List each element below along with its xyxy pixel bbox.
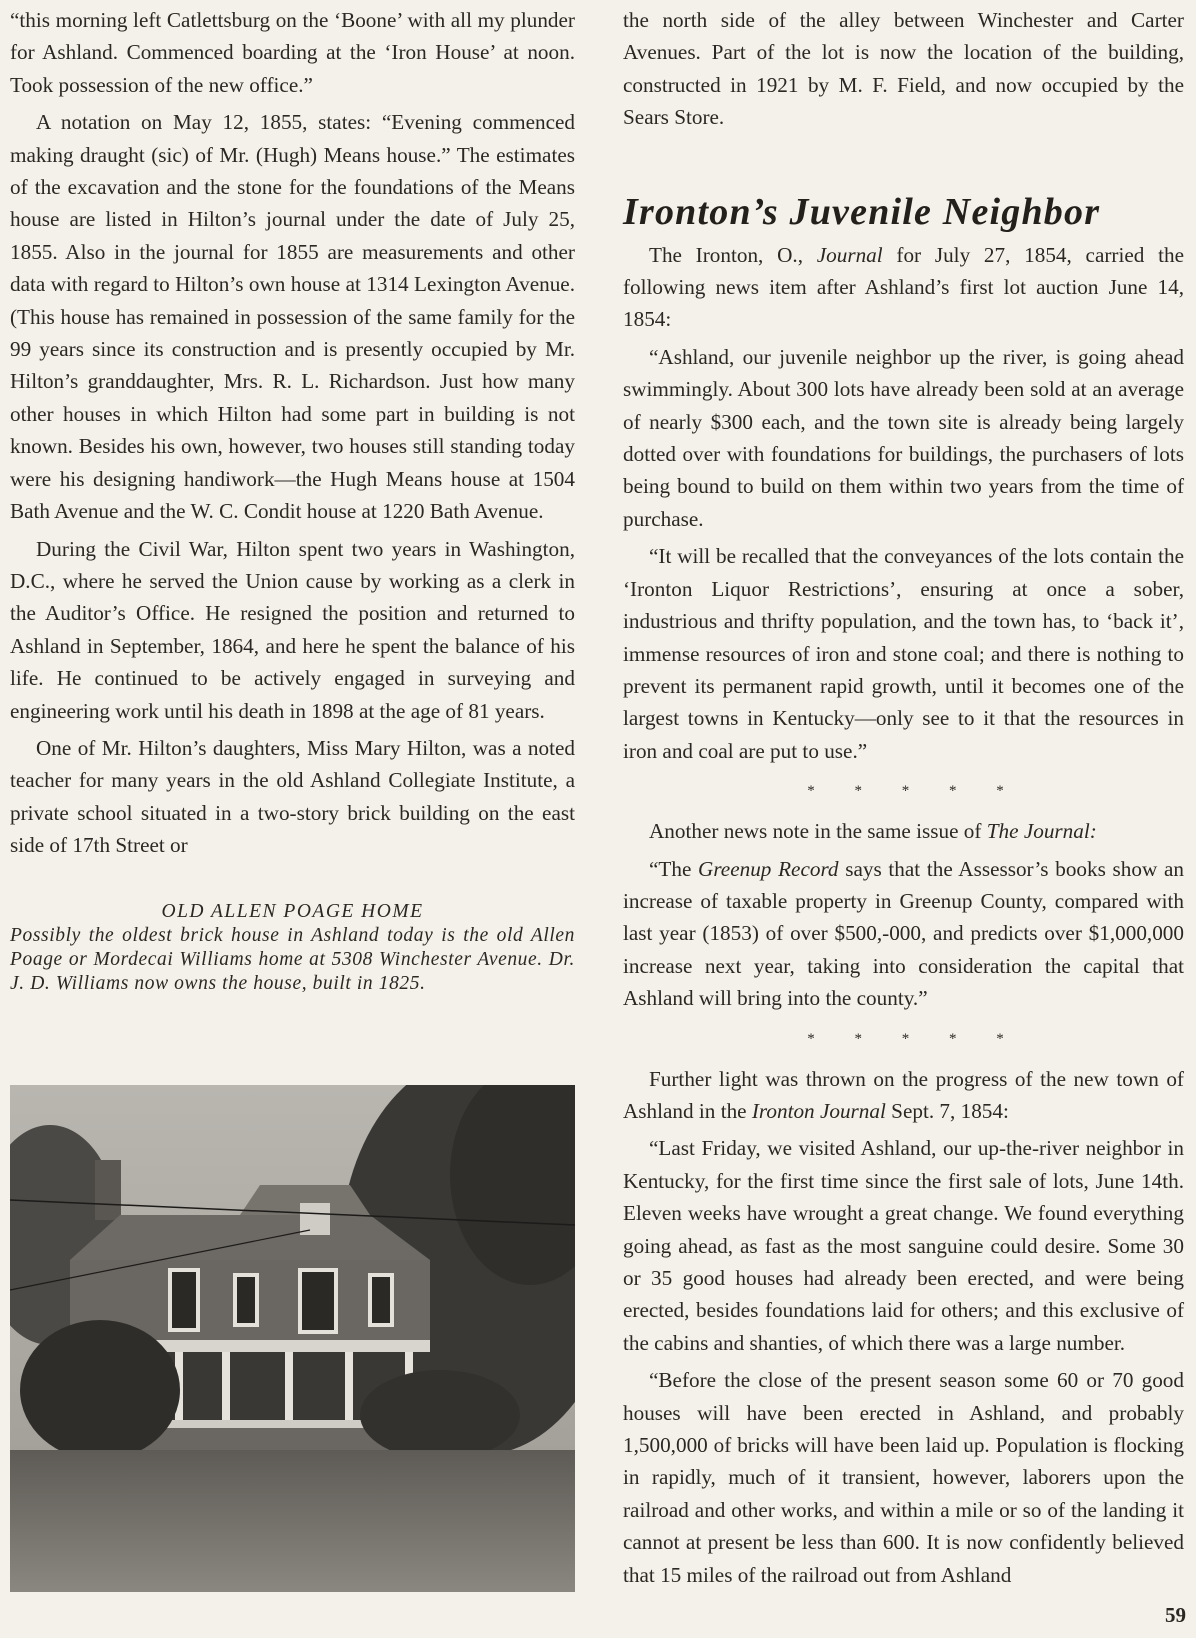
house-photo [10, 1085, 575, 1592]
paragraph: The Ironton, O., Journal for July 27, 1854, carried the following news item after Ashland’s first lot auction June 14, 1854: [623, 242, 1184, 332]
paragraph: One of Mr. Hilton’s daughters, Miss Mary Hilton, was a noted teacher for many years in the old Ashland Collegiate Institute, a private school situated in a two-story brick building on the east side of 17th Street or [10, 735, 575, 858]
photo-caption [10, 900, 575, 996]
quote-paragraph: “Ashland, our juvenile neighbor up the river, is going ahead swimmingly. About 300 lots have already been sold at an average of nearly $300 each, and the town site is already being largely dotted over with foundations for buildings, the purchasers of lots being bound to build on them within two years from the time of purchase. [623, 344, 1184, 531]
page-number: 59 [1165, 1603, 1186, 1627]
caption-title: OLD ALLEN POAGE HOME [161, 900, 424, 922]
paragraph: “this morning left Catlettsburg on the ‘Boone’ with all my plunder for Ashland. Commenced boarding at the ‘Iron House’ at noon. Took possession of the new office.” [10, 8, 575, 97]
separator: * * * * * [807, 783, 1022, 800]
paragraph: A notation on May 12, 1855, states: “Evening commenced making draught (sic) of Mr. (Hugh) Means house.” The estimates of the excavation and the stone for the foundations of the Means house are listed in Hilton’s journal under the date of July 25, 1855. Also in the journal for 1855 are measurements and other data with regard to Hilton’s own house at 1314 Lexington Avenue. (This house has remained in possession of the same family for the 99 years since its construction and is presently occupied by Mr. Hilton’s granddaughter, Mrs. R. L. Richardson. Just how many other houses in which Hilton had some part in building is not known. Besides his own, however, two houses still standing today were his designing handiwork—the Hugh Means house at 1504 Bath Avenue and the W. C. Condit house at 1220 Bath Avenue. [10, 110, 575, 524]
paragraph: the north side of the alley between Winchester and Carter Avenues. Part of the lot is now the location of the building, constructed in 1921 by M. F. Field, and now occupied by the Sears Store. [623, 8, 1184, 130]
paragraph: Another news note in the same issue of The Journal: [649, 819, 1097, 844]
quote-paragraph: “Last Friday, we visited Ashland, our up-the-river neighbor in Kentucky, for the first time since the first sale of lots, June 14th. Eleven weeks have wrought a great change. We found everything going ahead, as fast as the most sanguine could desire. Some 30 or 35 good houses had already been erected, and were being erected, besides foundations laid for others; and this exclusive of the cabins and shanties, of which there was a large number. [623, 1136, 1184, 1355]
house-photo-image [10, 1085, 575, 1592]
paragraph: During the Civil War, Hilton spent two years in Washington, D.C., where he served the Union cause by working as a clerk in the Auditor’s Office. He resigned the position and returned to Ashland in September, 1864, and here he spent the balance of his life. He continued to be actively engaged in surveying and engineering work until his death in 1898 at the age of 81 years. [10, 536, 575, 723]
paragraph: Further light was thrown on the progress of the new town of Ashland in the Ironton Journal Sept. 7, 1854: [623, 1066, 1184, 1123]
quote-paragraph: “The Greenup Record says that the Assessor’s books show an increase of taxable property in Greenup County, compared with last year (1853) of over $500,-000, and predicts over $1,000,000 increase next year, taking into consideration the capital that Ashland will bring into the county.” [623, 856, 1184, 1011]
caption-text: Possibly the oldest brick house in Ashland today is the old Allen Poage or Mordecai Williams home at 5308 Winchester Avenue. Dr. J. D. Williams now owns the house, built in 1825. [10, 924, 575, 994]
quote-paragraph: “Before the close of the present season some 60 or 70 good houses will have been erected in Ashland, and probably 1,500,000 of bricks will have been laid up. Population is flocking in rapidly, much of it transient, however, laborers upon the railroad and other works, and within a mile or so of the landing it cannot at present be less than 600. It is now confidently believed that 15 miles of the railroad out from Ashland [623, 1368, 1184, 1587]
separator: * * * * * [807, 1030, 1022, 1047]
right-column [623, 4, 1184, 1591]
left-column [10, 4, 575, 996]
section-heading: Ironton’s Juvenile Neighbor [623, 190, 1101, 233]
quote-paragraph: “It will be recalled that the conveyances of the lots contain the ‘Ironton Liquor Restrictions’, ensuring at once a sober, industrious and thrifty population, and the town has, to ‘back it’, immense resources of iron and stone coal; and there is nothing to prevent its permanent rapid growth, until it becomes one of the largest towns in Kentucky—only see to it that the resources in iron and coal are put to use.” [623, 544, 1184, 763]
